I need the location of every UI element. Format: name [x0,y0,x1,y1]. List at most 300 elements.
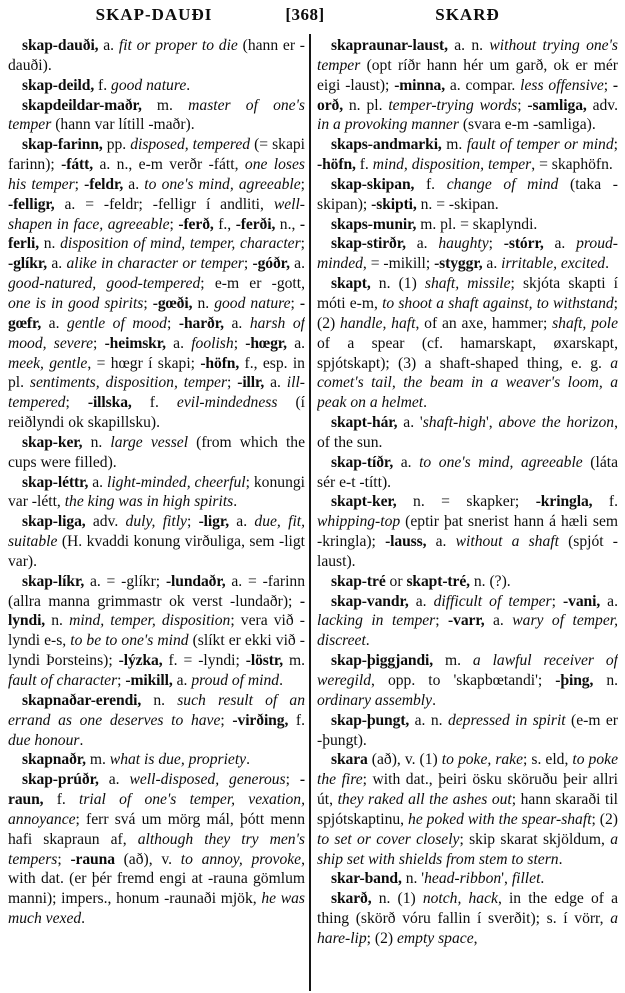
text-roman: n. (1) [371,890,423,908]
headword: -glíkr, [8,255,48,273]
headword: -ferði, [235,215,276,233]
gloss-italic: head-ribbon [424,870,502,888]
text-roman: ; [603,76,613,94]
gloss-italic: he poked with the spear-shaft [408,810,592,828]
gloss-italic: proud-minded [317,235,618,273]
gloss-italic: due honour [8,731,80,749]
text-roman: (láta sér e-t -títt). [317,453,618,491]
gloss-italic: such result of an errand as one deserves to have [8,691,305,729]
gloss-italic: haughty [438,235,489,253]
text-roman: ; [117,672,126,689]
column-right [317,36,618,991]
headword: -gœfr, [8,294,305,332]
text-roman: (eptir þat snerist hann á hæli sem -kringla); [317,513,618,551]
headword: skap-ker, [22,433,83,451]
gloss-italic: the king was in high spirits [64,493,234,511]
text-roman: n. [593,672,618,689]
text-roman: a. [47,255,67,273]
dictionary-entry [317,592,618,652]
text-roman: ; konungi var -létt, [8,473,305,511]
text-roman: a. = -feldr; -felligr í andliti, [54,195,274,213]
text-roman: . [365,632,370,650]
gloss-italic: good-natured, good-tempered [8,275,201,293]
headword: -mikill, [125,672,173,689]
headword: -varr, [448,612,485,630]
gloss-italic: due, fit, suitable [8,513,305,551]
gloss-italic: proud of mind [191,672,280,689]
dictionary-entry [317,492,618,571]
headword: skap-liga, [22,513,86,531]
gloss-italic: meek, gentle [8,354,88,372]
text-roman: ; [166,314,179,332]
text-columns [0,34,625,993]
gloss-italic: mind, disposition, temper [372,156,532,174]
headword: -kringla, [535,493,593,511]
headword: skar-band, [331,870,402,888]
text-roman: ; [186,513,199,531]
text-roman: (í reiðlyndi ok skapillsku). [8,394,305,432]
running-head-left-catchword: SKAP-DAUÐI [95,5,213,24]
gloss-italic: alike in character or temper [66,255,244,273]
text-roman: . [279,672,284,689]
headword: skap-þungt, [331,711,410,729]
headword: skap-dauði, [22,37,99,54]
text-roman: a. [41,314,68,332]
text-roman: ; (2) [591,810,618,828]
text-roman: ; [74,175,85,193]
gloss-italic: well-disposed, generous [129,771,286,789]
headword: -ferli, [8,215,305,253]
gloss-italic: a lawful receiver of weregild [317,652,618,689]
headword: -gœði, [152,294,193,312]
text-roman: ; skjóta skapti í móti e-m, [317,275,618,312]
gloss-italic: depressed in spirit [447,711,566,729]
text-roman: ; e-m er -gott, [200,275,305,293]
headword: -harðr, [178,314,224,332]
headword: -þing, [555,672,594,689]
text-roman: . [186,76,191,94]
gloss-italic: without a shaft [455,533,559,551]
text-roman: ; (2) [366,929,397,947]
headword: -stórr, [503,235,544,253]
text-roman: n. [39,235,61,253]
headword: skap-stirðr, [331,235,406,253]
headword: -orð, [317,76,618,114]
text-roman: or [385,572,407,590]
text-roman: n. [192,294,215,312]
text-roman: ; [243,255,253,273]
text-roman: (hann er -dauði). [8,37,305,74]
text-roman: n. (?). [469,572,511,590]
gloss-italic: large vessel [110,433,189,451]
text-roman: a. [286,334,305,352]
gloss-italic: to be to one's mind [70,632,189,650]
gloss-italic: without trying one's temper [317,37,618,74]
text-roman: a. ' [397,414,423,432]
gloss-italic: above the horizon [498,414,615,432]
dictionary-entry [8,433,305,473]
text-roman: a. n. [447,37,490,54]
text-roman: a. [393,453,420,471]
gloss-italic: to shoot a shaft against, to withstand [382,294,614,312]
text-roman: . [233,493,238,511]
gloss-italic: less offensive [520,76,604,94]
dictionary-entry [8,473,305,513]
gloss-italic: trial of one's temper, vexation, annoyance [8,791,305,828]
gloss-italic: to poke, rake [441,751,524,769]
headword: -skipti, [371,195,417,213]
text-roman: f., esp. in pl. [8,354,305,392]
dictionary-entry [8,512,305,572]
text-roman: ; [613,136,618,154]
gloss-italic: a ship set with shields from stem to stern [317,830,618,868]
gloss-italic: well-shapen in face, agreeable [8,195,305,233]
dictionary-entry [317,215,618,235]
text-roman: ; [220,711,233,729]
running-head [0,0,625,37]
headword: -vani, [563,592,601,610]
text-roman: n. = skapker; [396,493,536,511]
dictionary-entry [317,651,618,711]
headword: -höfn, [317,156,356,174]
text-roman: a. [98,771,130,789]
text-roman: ; [227,374,238,392]
text-roman: ; s. eld, [523,751,573,769]
column-divider-rule [309,34,311,991]
text-roman: . [79,731,84,749]
text-roman: ; [143,294,153,312]
headword: skapraunar-laust, [331,37,448,54]
text-roman: ; [290,294,300,312]
headword: skap-prúðr, [22,771,99,789]
gloss-italic: temper-trying words [388,96,518,114]
headword: -lýzka, [118,652,163,670]
gloss-italic: fault of temper or mind [466,136,614,154]
headword: skap-tré [331,572,386,590]
text-roman: f. [592,493,618,511]
text-roman: a. n., e-m verðr -fátt, [93,156,245,174]
gloss-italic: disposed, tempered [130,136,251,154]
headword: -lyndi, [8,592,305,630]
text-roman: (að), v. [114,850,181,868]
text-roman: ; [551,592,564,610]
gloss-italic: fault of character [8,672,118,689]
headword: -minna, [394,76,446,94]
text-roman: , of an axe, hammer; [415,314,553,332]
headword: skap-skipan, [331,175,415,193]
gloss-italic: fillet [511,870,541,888]
headword: -fátt, [61,156,94,174]
text-roman: ; vera við -lyndi e-s, [8,612,305,650]
text-roman: ; [57,850,71,868]
text-roman: f. [414,175,447,193]
text-roman: ', [501,870,512,888]
dictionary-entry [317,274,618,413]
gloss-italic: good nature [214,294,291,312]
gloss-italic: shaft-high [422,414,486,432]
text-roman: , = skaphöfn. [531,156,613,174]
gloss-italic: fit or proper to die [118,37,238,54]
gloss-italic: difficult of temper [433,592,552,610]
headword: -hœgr, [245,334,287,352]
headword: skap-léttr, [22,473,89,491]
text-roman: ; ferr svá um mörg mál, þótt menn hafi skapraun af, [8,810,305,848]
headword: skapt, [331,275,371,293]
headword: -feldr, [84,175,124,193]
headword: -góðr, [252,255,290,273]
gloss-italic: a hare-lip [317,910,618,947]
text-roman: of a spear (cf. hamarskapt, øxarskapt, spjótskapt); (3) a shaft-shaped thing, e. g. [317,334,618,372]
headword: -raun, [8,771,305,809]
headword: -ferð, [178,215,214,233]
gloss-italic: wary of temper, discreet [317,612,618,650]
text-roman: a. [484,612,513,630]
gloss-italic: whipping-top [317,513,401,531]
text-roman: f. = -lyndi; [162,652,246,670]
headword: skapt-tré, [406,572,470,590]
text-roman: a. [408,592,434,610]
text-roman: a. [165,334,192,352]
dictionary-entry [8,770,305,929]
text-roman: a. [600,592,618,610]
text-roman: ; [300,235,305,253]
headword: -lauss, [385,533,427,551]
text-roman: f., [213,215,236,233]
running-head-right-catchword: SKARÐ [435,5,500,24]
gloss-italic: ill-tempered [8,374,305,412]
text-roman: a. = -farinn (allra manna grimmastr ok verst -lundaðr); [8,572,305,610]
gloss-italic: shaft, missile [424,275,511,293]
text-roman: n. [82,433,111,451]
text-roman: n., [275,215,300,233]
gloss-italic: empty space [396,929,474,947]
headword: skap-vandr, [331,592,409,610]
headword: skapnaðr, [22,751,86,769]
gloss-italic: shaft, pole [552,314,618,332]
headword: skaps-munir, [331,215,417,233]
text-roman: pp. [102,136,131,154]
headword: -illr, [237,374,265,392]
headword: skap-þiggjandi, [331,652,434,670]
gloss-italic: what is due, propriety [109,751,247,769]
gloss-italic: to annoy, provoke [180,850,302,868]
gloss-italic: master of one's temper [8,96,305,134]
text-roman: n. = -skipan. [416,195,499,213]
text-roman: ; [233,334,246,352]
dictionary-entry [317,175,618,215]
text-roman: a. [426,533,456,551]
text-roman: m. [441,136,467,154]
dictionary-entry [317,135,618,175]
text-roman: , = -mikill; [362,255,435,273]
headword: skapt-hár, [331,414,398,432]
dictionary-entry [317,750,618,869]
gloss-italic: although they try men's tempers [8,830,305,868]
headword: -höfn, [200,354,240,372]
gloss-italic: he was much vexed [8,890,305,928]
headword: skap-farinn, [22,136,103,154]
text-roman: n. ' [401,870,425,888]
gloss-italic: good nature [111,76,187,94]
headword: skara [331,751,368,769]
dictionary-entry [8,76,305,96]
text-roman: , opp. to 'skapbœtandi'; [371,672,556,689]
gloss-italic: light-minded, cheerful [107,473,246,491]
text-roman: . [605,255,609,273]
dictionary-entry [8,135,305,433]
text-roman: a. [482,255,502,273]
text-roman: a. [264,374,287,392]
gloss-italic: in a provoking manner [317,116,459,134]
text-roman: (e-m er -þungt). [317,711,618,749]
headword: skapdeildar-maðr, [22,96,142,114]
gloss-italic: one loses his temper [8,156,305,193]
gloss-italic: mind, temper, disposition [69,612,231,630]
gloss-italic: disposition of mind, temper, character [60,235,301,253]
headword: -löstr, [245,652,284,670]
text-roman: ; with dat., þeiri ösku sköruðu þeir allri út, [317,771,618,809]
text-roman: f. [288,711,305,729]
text-roman: adv. [85,513,126,531]
text-roman: ; [300,175,305,193]
text-roman: f. [355,156,373,174]
text-roman: a. [223,314,250,332]
gloss-italic: sentiments, disposition, temper [29,374,228,392]
text-roman: , = hœgr í skapi; [87,354,201,372]
text-roman: (from which the cups were filled). [8,433,305,471]
text-roman: a. compar. [445,76,521,94]
dictionary-entry [317,234,618,274]
text-roman: . [246,751,250,769]
text-roman: . [432,691,436,709]
text-roman: (spjót -laust). [317,533,618,570]
headword: -lundaðr, [165,572,226,590]
text-roman: m. [141,96,189,114]
text-roman: ', [485,414,499,432]
column-left [8,36,305,991]
text-roman: m. [433,652,473,670]
gloss-italic: they raked all the ashes out [337,791,512,809]
text-roman: . [558,850,563,868]
text-roman: (hann var lítill -maðr). [51,116,195,134]
headword: -rauna [70,850,115,868]
text-roman: ; [65,394,88,412]
dictionary-entry [317,572,618,592]
text-roman: ; hann skaraði til spjótskaptinu, [317,791,618,828]
text-roman: ; [93,334,105,352]
text-roman: ; skip skarat skjöldum, [459,830,611,848]
gloss-italic: handle, haft [340,314,416,332]
headword: -styggr, [434,255,483,273]
headword: skapt-ker, [331,493,397,511]
dictionary-entry [317,413,618,453]
text-roman: (svara e-m -samliga). [458,116,596,134]
dictionary-entry [8,96,305,136]
text-roman: ; [517,96,528,114]
text-roman: adv. [586,96,618,114]
dictionary-entry [317,869,618,889]
headword: skapnaðar-erendi, [22,691,142,709]
headword: -virðing, [232,711,289,729]
text-roman: a. [229,513,255,531]
text-roman: ; [169,215,179,233]
text-roman: (opt ríðr hann hér um garð, ok er mér eigi -laust); [317,56,618,94]
headword: skap-deild, [22,76,95,94]
gloss-italic: gentle of mood [67,314,167,332]
gloss-italic: one is in good spirits [8,294,144,312]
text-roman: , of the sun. [317,414,618,451]
text-roman: , with dat. (er þér fremd engi at -rauna gömlum manni); impers., honum -raunaði mjök, [8,850,305,908]
text-roman: a. [172,672,192,689]
dictionary-entry [8,750,305,770]
gloss-italic: evil-mindedness [176,394,278,412]
text-roman: (að), v. (1) [367,751,442,769]
gloss-italic: change of mind [446,175,559,193]
headword: -ligr, [198,513,230,531]
gloss-italic: a comet's tail, the beam in a weaver's loom, a peak on a helmet [317,354,618,412]
text-roman: n. [45,612,70,630]
text-roman: , in the edge of a thing (skörð vóru fallin í sverðit); s. í vörr, [317,890,618,928]
text-roman: a. [289,255,305,273]
dictionary-entry [8,691,305,751]
headword: skap-líkr, [22,572,85,590]
gloss-italic: ordinary assembly [317,691,433,709]
text-roman: n. [141,691,178,709]
text-roman: ; (2) [317,294,618,332]
gloss-italic: to poke the fire [317,751,618,789]
text-roman: a. [98,37,119,54]
text-roman: (slíkt er ekki við -lyndi Þorsteins); [8,632,305,670]
text-roman: m. [85,751,110,769]
gloss-italic: duly, fitly [125,513,187,531]
text-roman: a. = -glíkr; [84,572,166,590]
text-roman: m. pl. = skaplyndi. [416,215,538,233]
text-roman: . [540,870,545,888]
headword: -heimskr, [104,334,166,352]
dictionary-entry [8,572,305,691]
text-roman: . [423,394,427,412]
text-roman: ; [488,235,504,253]
text-roman: f. [131,394,177,412]
headword: skap-tíðr, [331,453,394,471]
text-roman: (H. kvaddi konung virðuliga, sem -ligt var). [8,533,305,570]
text-roman: n. (1) [370,275,425,293]
text-roman: m. [283,652,305,670]
text-roman: n. pl. [343,96,389,114]
text-roman: f. [94,76,112,94]
headword: skarð, [331,890,372,908]
headword: -illska, [87,394,132,412]
gloss-italic: foolish [191,334,234,352]
headword: skaps-andmarki, [331,136,442,154]
text-roman: a. [405,235,439,253]
text-roman: ; [285,771,300,789]
gloss-italic: to one's mind, agreeable [144,175,301,193]
text-roman: ; [435,612,449,630]
text-roman: a. n. [409,711,448,729]
dictionary-entry [317,36,618,135]
text-roman: (taka -skipan); [317,175,618,213]
dictionary-entry [317,889,618,949]
gloss-italic: lacking in temper [317,612,436,630]
dictionary-entry [317,711,618,751]
page-number: [368] [285,5,325,24]
text-roman: a. [543,235,577,253]
gloss-italic: irritable, excited [501,255,606,273]
text-roman: a. [123,175,145,193]
text-roman: . [81,910,86,928]
text-roman: (= skapi farinn); [8,136,305,174]
